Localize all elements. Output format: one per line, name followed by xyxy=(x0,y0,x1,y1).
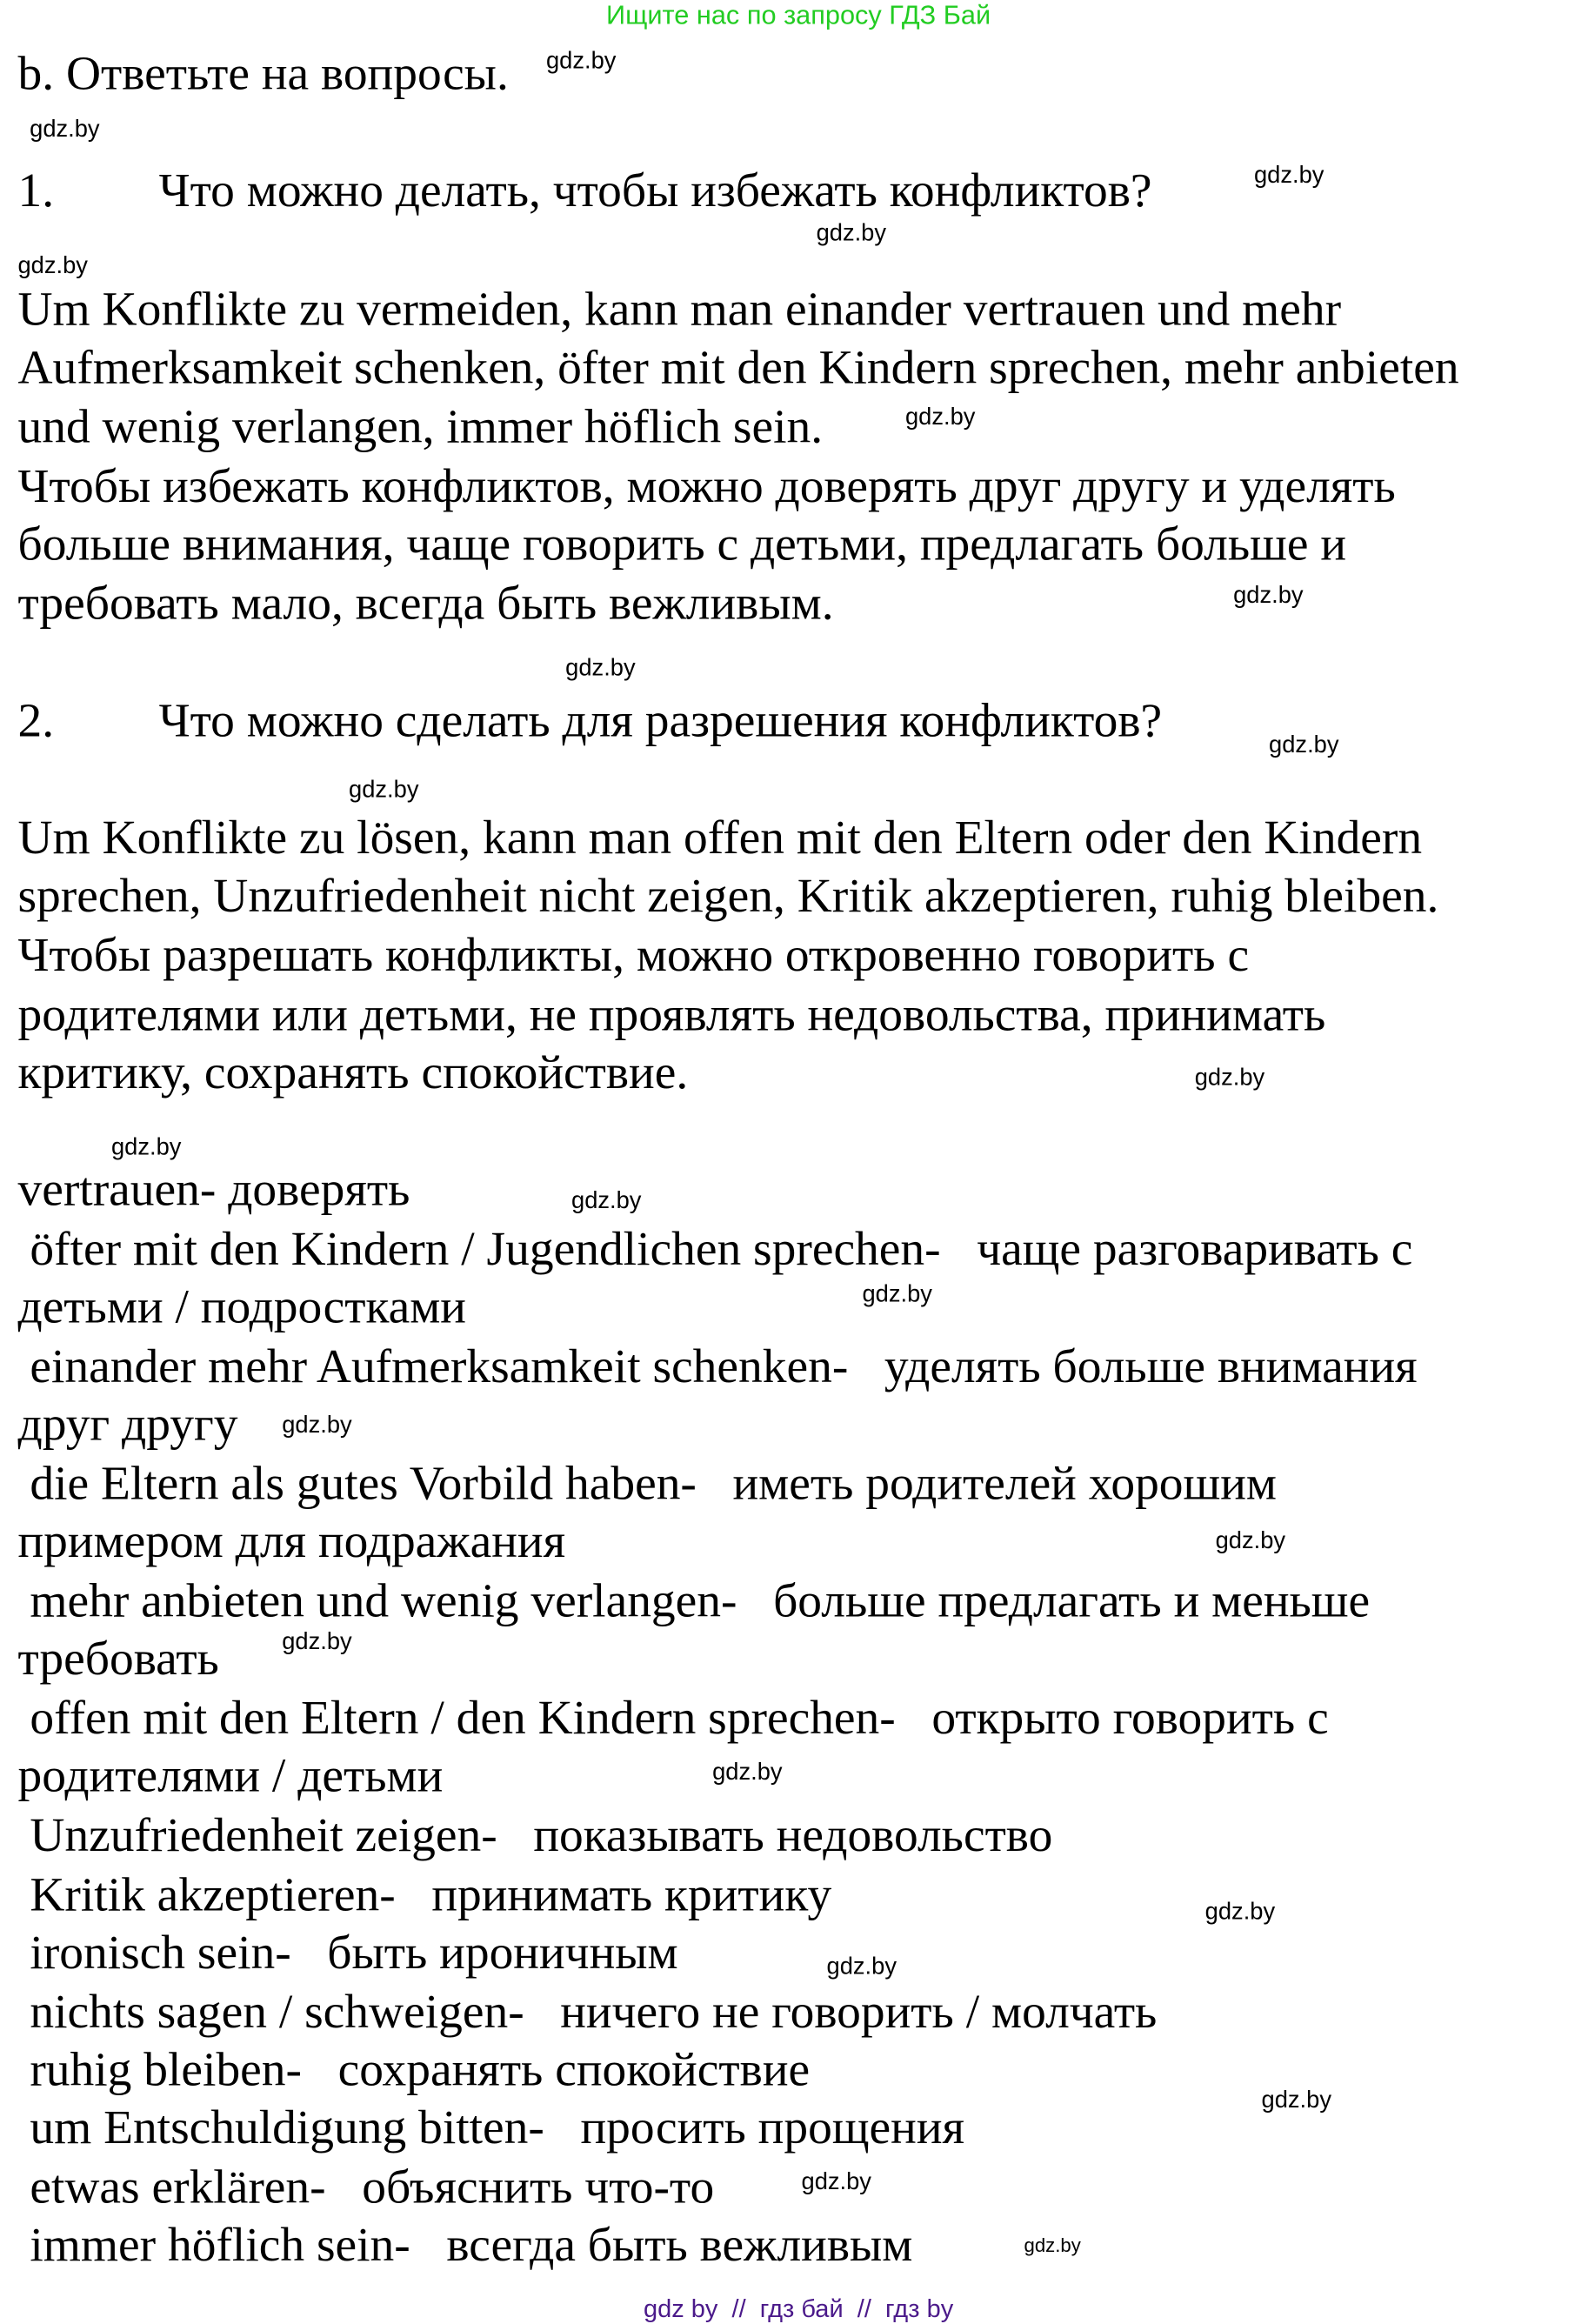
section-title: b. Ответьте на вопросы. xyxy=(17,47,509,102)
watermark: gdz.by xyxy=(1269,733,1339,759)
vocab-line: родителями / детьми xyxy=(17,1749,444,1804)
watermark: gdz.by xyxy=(826,1954,897,1980)
watermark: gdz.by xyxy=(1194,1065,1265,1092)
vocab-line: offen mit den Eltern / den Kindern sprechen- открыто говорить с xyxy=(17,1692,1329,1746)
answer-1-line: требовать мало, всегда быть вежливым. xyxy=(17,577,834,631)
vocab-line: ruhig bleiben- сохранять спокойствие xyxy=(17,2043,811,2098)
watermark: gdz.by xyxy=(816,221,887,247)
vocab-line: Kritik akzeptieren- принимать критику xyxy=(17,1868,832,1922)
watermark: gdz.by xyxy=(1233,583,1304,609)
watermark: gdz.by xyxy=(1024,2234,1081,2256)
vocab-line: друг другу xyxy=(17,1398,238,1452)
vocab-line: nichts sagen / schweigen- ничего не говорить / молчать xyxy=(17,1986,1158,2040)
question-2-number: 2. xyxy=(17,694,55,749)
question-2-text: Что можно сделать для разрешения конфликтов? xyxy=(158,694,1163,749)
watermark: gdz.by xyxy=(801,2169,871,2195)
answer-2-line: Um Konflikte zu lösen, kann man offen mit den Eltern oder den Kindern xyxy=(17,811,1423,865)
watermark: gdz.by xyxy=(904,404,976,431)
watermark: gdz.by xyxy=(571,1188,642,1214)
watermark: gdz.by xyxy=(862,1282,932,1308)
watermark: gdz.by xyxy=(712,1760,783,1786)
answer-2-line: sprechen, Unzufriedenheit nicht zeigen, Kritik akzeptieren, ruhig bleiben. xyxy=(17,870,1439,924)
watermark: gdz.by xyxy=(1253,163,1324,189)
answer-1-line: und wenig verlangen, immer höflich sein. xyxy=(17,400,824,455)
watermark: gdz.by xyxy=(545,49,617,75)
search-banner[interactable]: Ищите нас по запросу ГДЗ Бай xyxy=(606,0,991,30)
answer-1-line: Um Konflikte zu vermeiden, kann man einander vertrauen und mehr xyxy=(17,283,1342,337)
watermark: gdz.by xyxy=(30,117,100,143)
vocab-line: vertrauen- доверять xyxy=(17,1163,410,1218)
watermark: gdz.by xyxy=(565,656,636,682)
watermark: gdz.by xyxy=(282,1629,352,1655)
watermark: gdz.by xyxy=(17,253,88,279)
question-1-number: 1. xyxy=(17,164,55,218)
answer-2-line: критику, сохранять спокойствие. xyxy=(17,1046,689,1100)
vocab-line: mehr anbieten und wenig verlangen- больше предлагать и меньше xyxy=(17,1574,1371,1629)
vocab-line: um Entschuldigung bitten- просить прощения xyxy=(17,2101,965,2155)
vocab-line: требовать xyxy=(17,1633,219,1686)
question-1-text: Что можно делать, чтобы избежать конфликтов? xyxy=(158,164,1152,218)
answer-2-line: родителями или детьми, не проявлять недовольства, принимать xyxy=(17,988,1326,1042)
vocab-line: immer höflich sein- всегда быть вежливым xyxy=(17,2219,913,2273)
watermark: gdz.by xyxy=(110,1135,182,1161)
vocab-line: детьми / подростками xyxy=(17,1280,467,1335)
vocab-line: die Eltern als gutes Vorbild haben- иметь родителей хорошим xyxy=(17,1457,1278,1512)
answer-1-line: больше внимания, чаще говорить с детьми, предлагать больше и xyxy=(17,518,1347,572)
watermark: gdz.by xyxy=(1261,2088,1331,2114)
watermark: gdz.by xyxy=(349,778,419,804)
watermark: gdz.by xyxy=(1204,1900,1276,1926)
watermark: gdz.by xyxy=(282,1412,352,1439)
vocab-line: öfter mit den Kindern / Jugendlichen sprechen- чаще разговаривать с xyxy=(17,1223,1413,1277)
answer-2-line: Чтобы разрешать конфликты, можно откровенно говорить с xyxy=(17,929,1250,983)
vocab-line: ironisch sein- быть ироничным xyxy=(17,1927,678,1980)
watermark: gdz.by xyxy=(1215,1528,1286,1554)
vocab-line: примером для подражания xyxy=(17,1515,566,1569)
answer-1-line: Aufmerksamkeit schenken, öfter mit den Kindern sprechen, mehr anbieten xyxy=(17,341,1459,395)
footer-links[interactable]: gdz by // гдз бай // гдз by xyxy=(643,2294,954,2323)
vocab-line: Unzufriedenheit zeigen- показывать недовольство xyxy=(17,1809,1053,1863)
answer-1-line: Чтобы избежать конфликтов, можно доверять друг другу и уделять xyxy=(17,460,1396,514)
vocab-line: etwas erklären- объяснить что-то xyxy=(17,2160,715,2215)
vocab-line: einander mehr Aufmerksamkeit schenken- уделять больше внимания xyxy=(17,1339,1418,1394)
